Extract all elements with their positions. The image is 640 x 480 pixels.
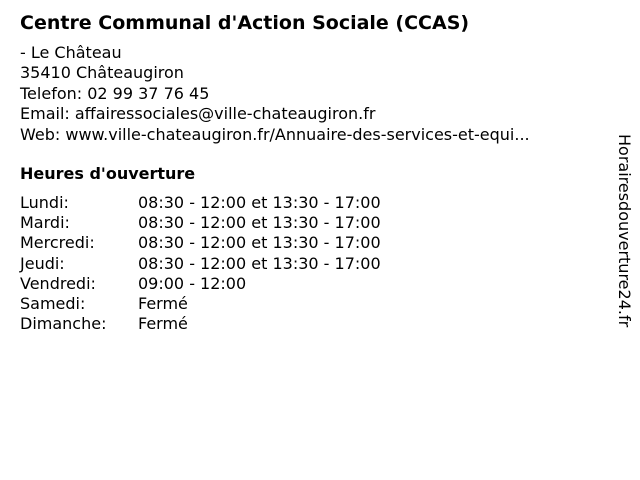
opening-hours-table xyxy=(20,193,381,334)
time-value: 08:30 - 12:00 et 13:30 - 17:00 xyxy=(138,233,381,253)
day-label: Dimanche: xyxy=(20,314,107,334)
hours-row-tuesday xyxy=(20,213,381,233)
hours-row-monday xyxy=(20,193,381,213)
hours-row-wednesday xyxy=(20,233,381,253)
contact-info xyxy=(20,43,530,145)
day-label: Mardi: xyxy=(20,213,70,233)
day-label: Mercredi: xyxy=(20,233,95,253)
page-title: Centre Communal d'Action Sociale (CCAS) xyxy=(20,12,470,34)
day-label: Vendredi: xyxy=(20,273,96,293)
time-value: 08:30 - 12:00 et 13:30 - 17:00 xyxy=(138,253,381,273)
hours-row-saturday xyxy=(20,294,381,314)
day-label: Jeudi: xyxy=(20,253,65,273)
time-value: Fermé xyxy=(138,314,188,334)
phone-line: Telefon: 02 99 37 76 45 xyxy=(20,83,210,103)
time-value: 08:30 - 12:00 et 13:30 - 17:00 xyxy=(138,193,381,212)
time-value: 08:30 - 12:00 et 13:30 - 17:00 xyxy=(138,213,381,233)
time-value: Fermé xyxy=(138,293,188,313)
hours-row-thursday xyxy=(20,254,381,274)
address-line-1: - Le Château xyxy=(20,43,122,62)
time-value: 09:00 - 12:00 xyxy=(138,273,247,293)
day-label: Lundi: xyxy=(20,193,69,212)
address-line-2: 35410 Châteaugiron xyxy=(20,63,184,83)
day-label: Samedi: xyxy=(20,293,86,313)
hours-heading: Heures d'ouverture xyxy=(20,164,196,183)
web-line: Web: www.ville-chateaugiron.fr/Annuaire-des-services-et-equi... xyxy=(20,124,530,144)
hours-row-sunday xyxy=(20,314,381,334)
email-line: Email: affairessociales@ville-chateaugiron.fr xyxy=(20,104,376,124)
hours-row-friday xyxy=(20,274,381,294)
brand-watermark: Horairesdouverture24.fr xyxy=(615,134,634,328)
